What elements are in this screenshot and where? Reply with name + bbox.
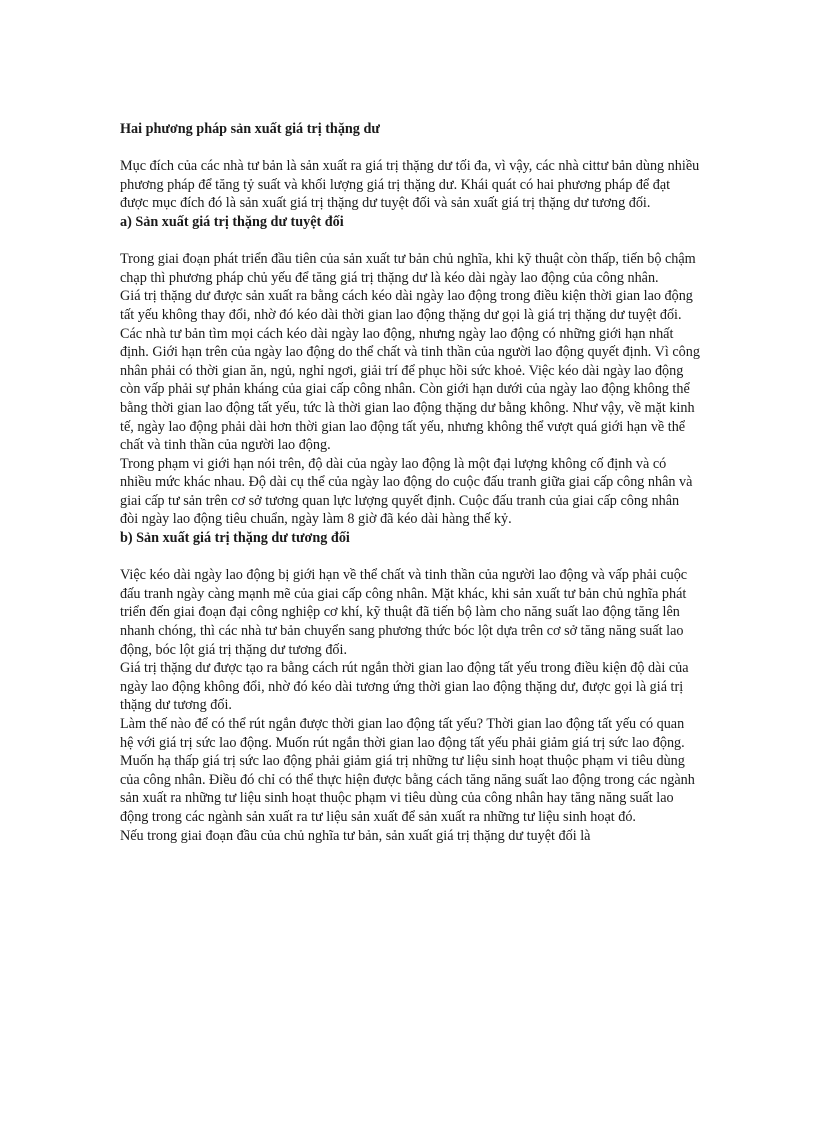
section-b-paragraph-1: Việc kéo dài ngày lao động bị giới hạn về thể chất và tinh thần của người lao động và vấp phải cuộc đấu tranh ngày càng mạnh mẽ của giai cấp công nhân. Mặt khác, khi sản xuất tư bản chủ nghĩa phát triển đến giai đoạn đại công nghiệp cơ khí, kỹ thuật đã tiến bộ làm cho năng suất lao động tăng lên nhanh chóng, thì các nhà tư bản chuyển sang phương thức bóc lột dựa trên cơ sở tăng năng suất lao động, bóc lột giá trị thặng dư tương đối. xyxy=(120,567,688,658)
document-title: Hai phương pháp sản xuất giá trị thặng dư xyxy=(120,121,380,137)
section-a-paragraph-3: Các nhà tư bản tìm mọi cách kéo dài ngày lao động, nhưng ngày lao động có những giới hạn nhất định. Giới hạn trên của ngày lao động do thể chất và tinh thần của người lao động quyết định. Vì công nhân phải có thời gian ăn, ngủ, nghỉ ngơi, giải trí để phục hồi sức khoẻ. Việc kéo dài ngày lao động còn vấp phải sự phản kháng của giai cấp công nhân. Còn giới hạn dưới của ngày lao động không thể bằng thời gian lao động tất yếu, tức là thời gian lao động thặng dư bằng không. Như vậy, về mặt kinh tế, ngày lao động phải dài hơn thời gian lao động tất yếu, nhưng không thể vượt quá giới hạn về thể chất và tinh thần của người lao động. xyxy=(120,325,700,454)
intro-paragraph: Mục đích của các nhà tư bản là sản xuất ra giá trị thặng dư tối đa, vì vậy, các nhà cittư bản dùng nhiều phương pháp để tăng tỷ suất và khối lượng giá trị thặng dư. Khái quát có hai phương pháp để đạt được mục đích đó là sản xuất giá trị thặng dư tuyệt đối và sản xuất giá trị thặng dư tương đối. xyxy=(120,158,700,212)
section-a-paragraph-2: Giá trị thặng dư được sản xuất ra bằng cách kéo dài ngày lao động trong điều kiện thời gian lao động tất yếu không thay đổi, nhờ đó kéo dài thời gian lao động thặng dư gọi là giá trị thặng dư tuyệt đối. xyxy=(120,288,693,323)
section-b-paragraph-2: Giá trị thặng dư được tạo ra bằng cách rút ngắn thời gian lao động tất yếu trong điều kiện độ dài của ngày lao động không đổi, nhờ đó kéo dài tương ứng thời gian lao động thặng dư, được gọi là giá trị thặng dư tương đối. xyxy=(120,660,689,714)
document-body xyxy=(120,120,700,845)
section-b-heading: b) Sản xuất giá trị thặng dư tương đối xyxy=(120,530,350,547)
section-a-paragraph-1: Trong giai đoạn phát triển đầu tiên của sản xuất tư bản chủ nghĩa, khi kỹ thuật còn thấp, tiến bộ chậm chạp thì phương pháp chủ yếu để tăng giá trị thặng dư là kéo dài ngày lao động của công nhân. xyxy=(120,251,696,286)
section-b-paragraph-4: Nếu trong giai đoạn đầu của chủ nghĩa tư bản, sản xuất giá trị thặng dư tuyệt đối là xyxy=(120,827,591,844)
section-a-paragraph-4: Trong phạm vi giới hạn nói trên, độ dài của ngày lao động là một đại lượng không cố định và có nhiều mức khác nhau. Độ dài cụ thể của ngày lao động do cuộc đấu tranh giữa giai cấp công nhân và giai cấp tư sản trên cơ sở tương quan lực lượng quyết định. Cuộc đấu tranh của giai cấp công nhân đòi ngày lao động tiêu chuẩn, ngày làm 8 giờ đã kéo dài hàng thế kỷ. xyxy=(120,455,693,528)
section-a-heading: a) Sản xuất giá trị thặng dư tuyệt đối xyxy=(120,213,344,230)
section-b-paragraph-3: Làm thế nào để có thể rút ngắn được thời gian lao động tất yếu? Thời gian lao động tất yếu có quan hệ với giá trị sức lao động. Muốn rút ngắn thời gian lao động tất yếu phải giảm giá trị sức lao động. Muốn hạ thấp giá trị sức lao động phải giảm giá trị những tư liệu sinh hoạt thuộc phạm vi tiêu dùng của công nhân. Điều đó chỉ có thể thực hiện được bằng cách tăng năng suất lao động trong các ngành sản xuất ra những tư liệu sinh hoạt thuộc phạm vi tiêu dùng của công nhân hay tăng năng suất lao động trong các ngành sản xuất ra tư liệu sản xuất để sản xuất ra những tư liệu sinh hoạt đó. xyxy=(120,716,695,825)
